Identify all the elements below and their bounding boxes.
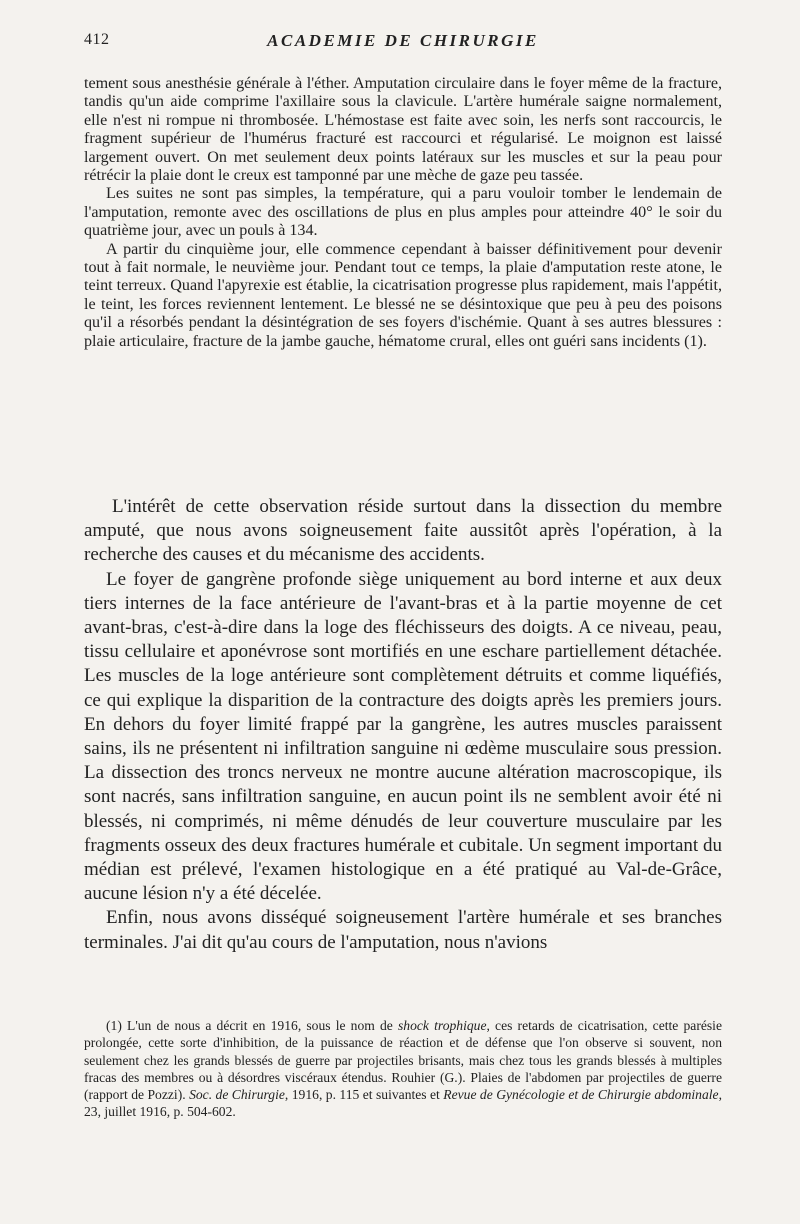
paragraph: Enfin, nous avons disséqué soigneusement l'artère humérale et ses branches terminales. J'ai dit qu'au cours de l'amputation, nous n'avions (84, 907, 722, 953)
footnote-journal: Soc. de Chirurgie (189, 1087, 285, 1103)
paragraph: Les suites ne sont pas simples, la température, qui a paru vouloir tomber le lendemain de l'amputation, remonte avec des oscillations de plus en plus amples pour atteindre 40° le soir du quatrième jour, avec un pouls à 134. (84, 185, 722, 240)
paragraph: L'intérêt de cette observation réside surtout dans la dissection du membre amputé, que nous avons soigneusement faite aussitôt après l'opération, à la recherche des causes et du mécanisme des accidents. (84, 496, 722, 566)
discussion-text (84, 495, 722, 955)
footnote-journal: Revue de Gynécologie et de Chirurgie abdominale (443, 1087, 719, 1103)
paragraph: A partir du cinquième jour, elle commence cependant à baisser définitivement pour devenir tout à fait normale, le neuvième jour. Pendant tout ce temps, la plaie d'amputation reste atone, le teint terreux. Quand l'apyrexie est établie, la cicatrisation progresse plus rapidement, mais l'appétit, le teint, les forces reviennent lentement. Le blessé ne se désintoxique que peu à peu des poisons qu'il a résorbés pendant la désintégration de ses foyers d'ischémie. Quant à ses autres blessures : plaie articulaire, fracture de la jambe gauche, hématome crural, elles ont guéri sans incidents (1). (84, 240, 722, 350)
running-head: ACADEMIE DE CHIRURGIE (267, 31, 539, 50)
page-header (84, 31, 722, 55)
page-number: 412 (84, 31, 110, 48)
paragraph: Le foyer de gangrène profonde siège uniquement au bord interne et aux deux tiers internes de la face antérieure de l'avant-bras et à la partie moyenne de cet avant-bras, c'est-à-dire dans la loge des fléchisseurs des doigts. A ce niveau, peau, tissu cellulaire et aponévrose sont mortifiés en une eschare partiellement détachée. Les muscles de la loge antérieure sont complètement détruits et comme liquéfiés, ce qui explique la disparition de la contracture des doigts après les premiers jours. En dehors du foyer limité frappé par la gangrène, les autres muscles paraissent sains, ils ne présentent ni infiltration sanguine ni œdème musculaire sous pression. La dissection des troncs nerveux ne montre aucune altération macroscopique, ils sont nacrés, sans infiltration sanguine, en aucun point ils ne semblent avoir été ni blessés, ni comprimés, ni même dénudés de leur couverture musculaire par les fragments osseux des deux fractures humérale et cubitale. Un segment important du médian est prélevé, l'examen histologique en a été pratiqué au Val-de-Grâce, aucune lésion n'y a été décelée. (84, 568, 722, 905)
footnote-term: shock trophique (398, 1018, 487, 1033)
footnote (84, 1017, 722, 1121)
footnote-text: (1) L'un de nous a décrit en 1916, sous le nom de shock trophique, ces retards de cicatrisation, cette parésie prolongée, cette sorte d'inhibition, de la puissance de réaction et de défense que l'on observe si souvent, non seulement chez les grands blessés de guerre par projectiles brisants, mais chez tous les grands blessés à multiples fracas des membres ou à désordres viscéraux étendus. Rouhier (G.). Plaies de l'abdomen par projectiles de guerre (rapport de Pozzi). Soc. de Chirurgie, 1916, p. 115 et suivantes et Revue de Gynécologie et de Chirurgie abdominale, 23, juillet 1916, p. 504-602. (84, 1018, 722, 1120)
case-report-text (84, 75, 722, 351)
paragraph: tement sous anesthésie générale à l'éther. Amputation circulaire dans le foyer même de la fracture, tandis qu'un aide comprime l'axillaire sous la clavicule. L'artère humérale saigne normalement, elle n'est ni rompue ni thrombosée. L'hémostase est faite avec soin, les nerfs sont raccourcis, le fragment supérieur de l'humérus fracturé est raccourci et régularisé. Le moignon est laissé largement ouvert. On met seulement deux points latéraux sur les muscles et sur la peau pour rétrécir la plaie dont le creux est tamponné par une mèche de gaze peu tassée. (84, 75, 722, 185)
